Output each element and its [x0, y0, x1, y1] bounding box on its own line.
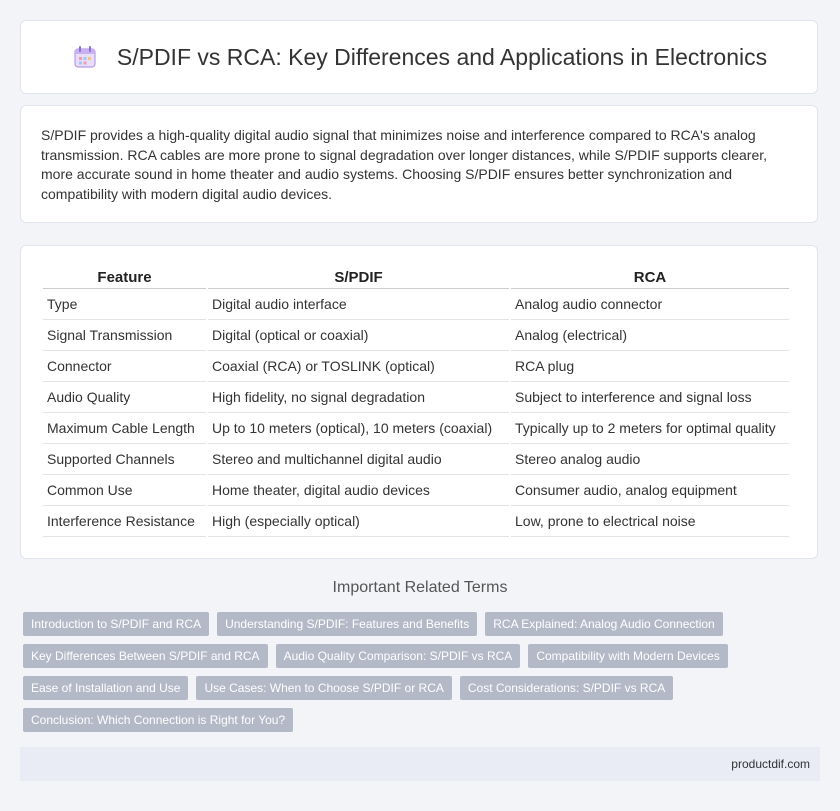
table-cell: Common Use [43, 475, 206, 506]
table-cell: Subject to interference and signal loss [511, 382, 789, 413]
table-cell: Coaxial (RCA) or TOSLINK (optical) [208, 351, 509, 382]
table-cell: Maximum Cable Length [43, 413, 206, 444]
table-cell: Stereo analog audio [511, 444, 789, 475]
footer [20, 747, 820, 781]
table-cell: Home theater, digital audio devices [208, 475, 509, 506]
table-cell: Stereo and multichannel digital audio [208, 444, 509, 475]
table-cell: RCA plug [511, 351, 789, 382]
header-spdif: S/PDIF [208, 266, 509, 289]
table-cell: Type [43, 289, 206, 320]
table-row [43, 289, 789, 320]
table-row [43, 351, 789, 382]
intro-card [20, 105, 818, 223]
page-title-text: S/PDIF vs RCA: Key Differences and Applications in Electronics [116, 43, 768, 70]
intro-paragraph: S/PDIF provides a high-quality digital audio signal that minimizes noise and interference compared to RCA's analog transmission. RCA cables are more prone to signal degradation over longer distances, while S/PDIF supports clearer, more accurate sound in home theater and audio systems. Choosing S/PDIF ensures better synchronization and compatibility with modern digital audio devices. [41, 127, 768, 202]
table-cell: Analog audio connector [511, 289, 789, 320]
table-cell: Audio Quality [43, 382, 206, 413]
table-row [43, 413, 789, 444]
table-cell: Supported Channels [43, 444, 206, 475]
table-cell: Digital audio interface [208, 289, 509, 320]
table-cell: High fidelity, no signal degradation [208, 382, 509, 413]
table-cell: Typically up to 2 meters for optimal quality [511, 413, 789, 444]
calendar-icon [71, 43, 99, 71]
table-cell: Interference Resistance [43, 506, 206, 537]
related-tag[interactable]: Use Cases: When to Choose S/PDIF or RCA [196, 676, 451, 700]
table-cell: High (especially optical) [208, 506, 509, 537]
title-card [20, 20, 818, 94]
table-cell: Up to 10 meters (optical), 10 meters (coaxial) [208, 413, 509, 444]
page-title [71, 43, 767, 71]
related-tag[interactable]: Conclusion: Which Connection is Right for You? [23, 708, 293, 732]
table-cell: Consumer audio, analog equipment [511, 475, 789, 506]
table-cell: Signal Transmission [43, 320, 206, 351]
table-row [43, 475, 789, 506]
related-terms-title: Important Related Terms [332, 579, 508, 596]
table-row [43, 506, 789, 537]
related-tag[interactable]: RCA Explained: Analog Audio Connection [485, 612, 723, 636]
footer-site-link[interactable]: productdif.com [731, 757, 810, 771]
related-tag[interactable]: Introduction to S/PDIF and RCA [23, 612, 209, 636]
related-tag[interactable]: Understanding S/PDIF: Features and Benefits [217, 612, 477, 636]
table-row [43, 382, 789, 413]
related-tag[interactable]: Key Differences Between S/PDIF and RCA [23, 644, 268, 668]
related-terms-tags [23, 612, 803, 740]
table-cell: Digital (optical or coaxial) [208, 320, 509, 351]
comparison-card [20, 245, 818, 559]
related-tag[interactable]: Compatibility with Modern Devices [528, 644, 727, 668]
header-feature: Feature [43, 266, 206, 289]
related-tag[interactable]: Ease of Installation and Use [23, 676, 188, 700]
comparison-table [41, 266, 791, 537]
table-header-row [43, 266, 789, 289]
related-tag[interactable]: Cost Considerations: S/PDIF vs RCA [460, 676, 673, 700]
table-cell: Connector [43, 351, 206, 382]
table-cell: Low, prone to electrical noise [511, 506, 789, 537]
table-row [43, 444, 789, 475]
related-tag[interactable]: Audio Quality Comparison: S/PDIF vs RCA [276, 644, 521, 668]
header-rca: RCA [511, 266, 789, 289]
table-row [43, 320, 789, 351]
table-cell: Analog (electrical) [511, 320, 789, 351]
